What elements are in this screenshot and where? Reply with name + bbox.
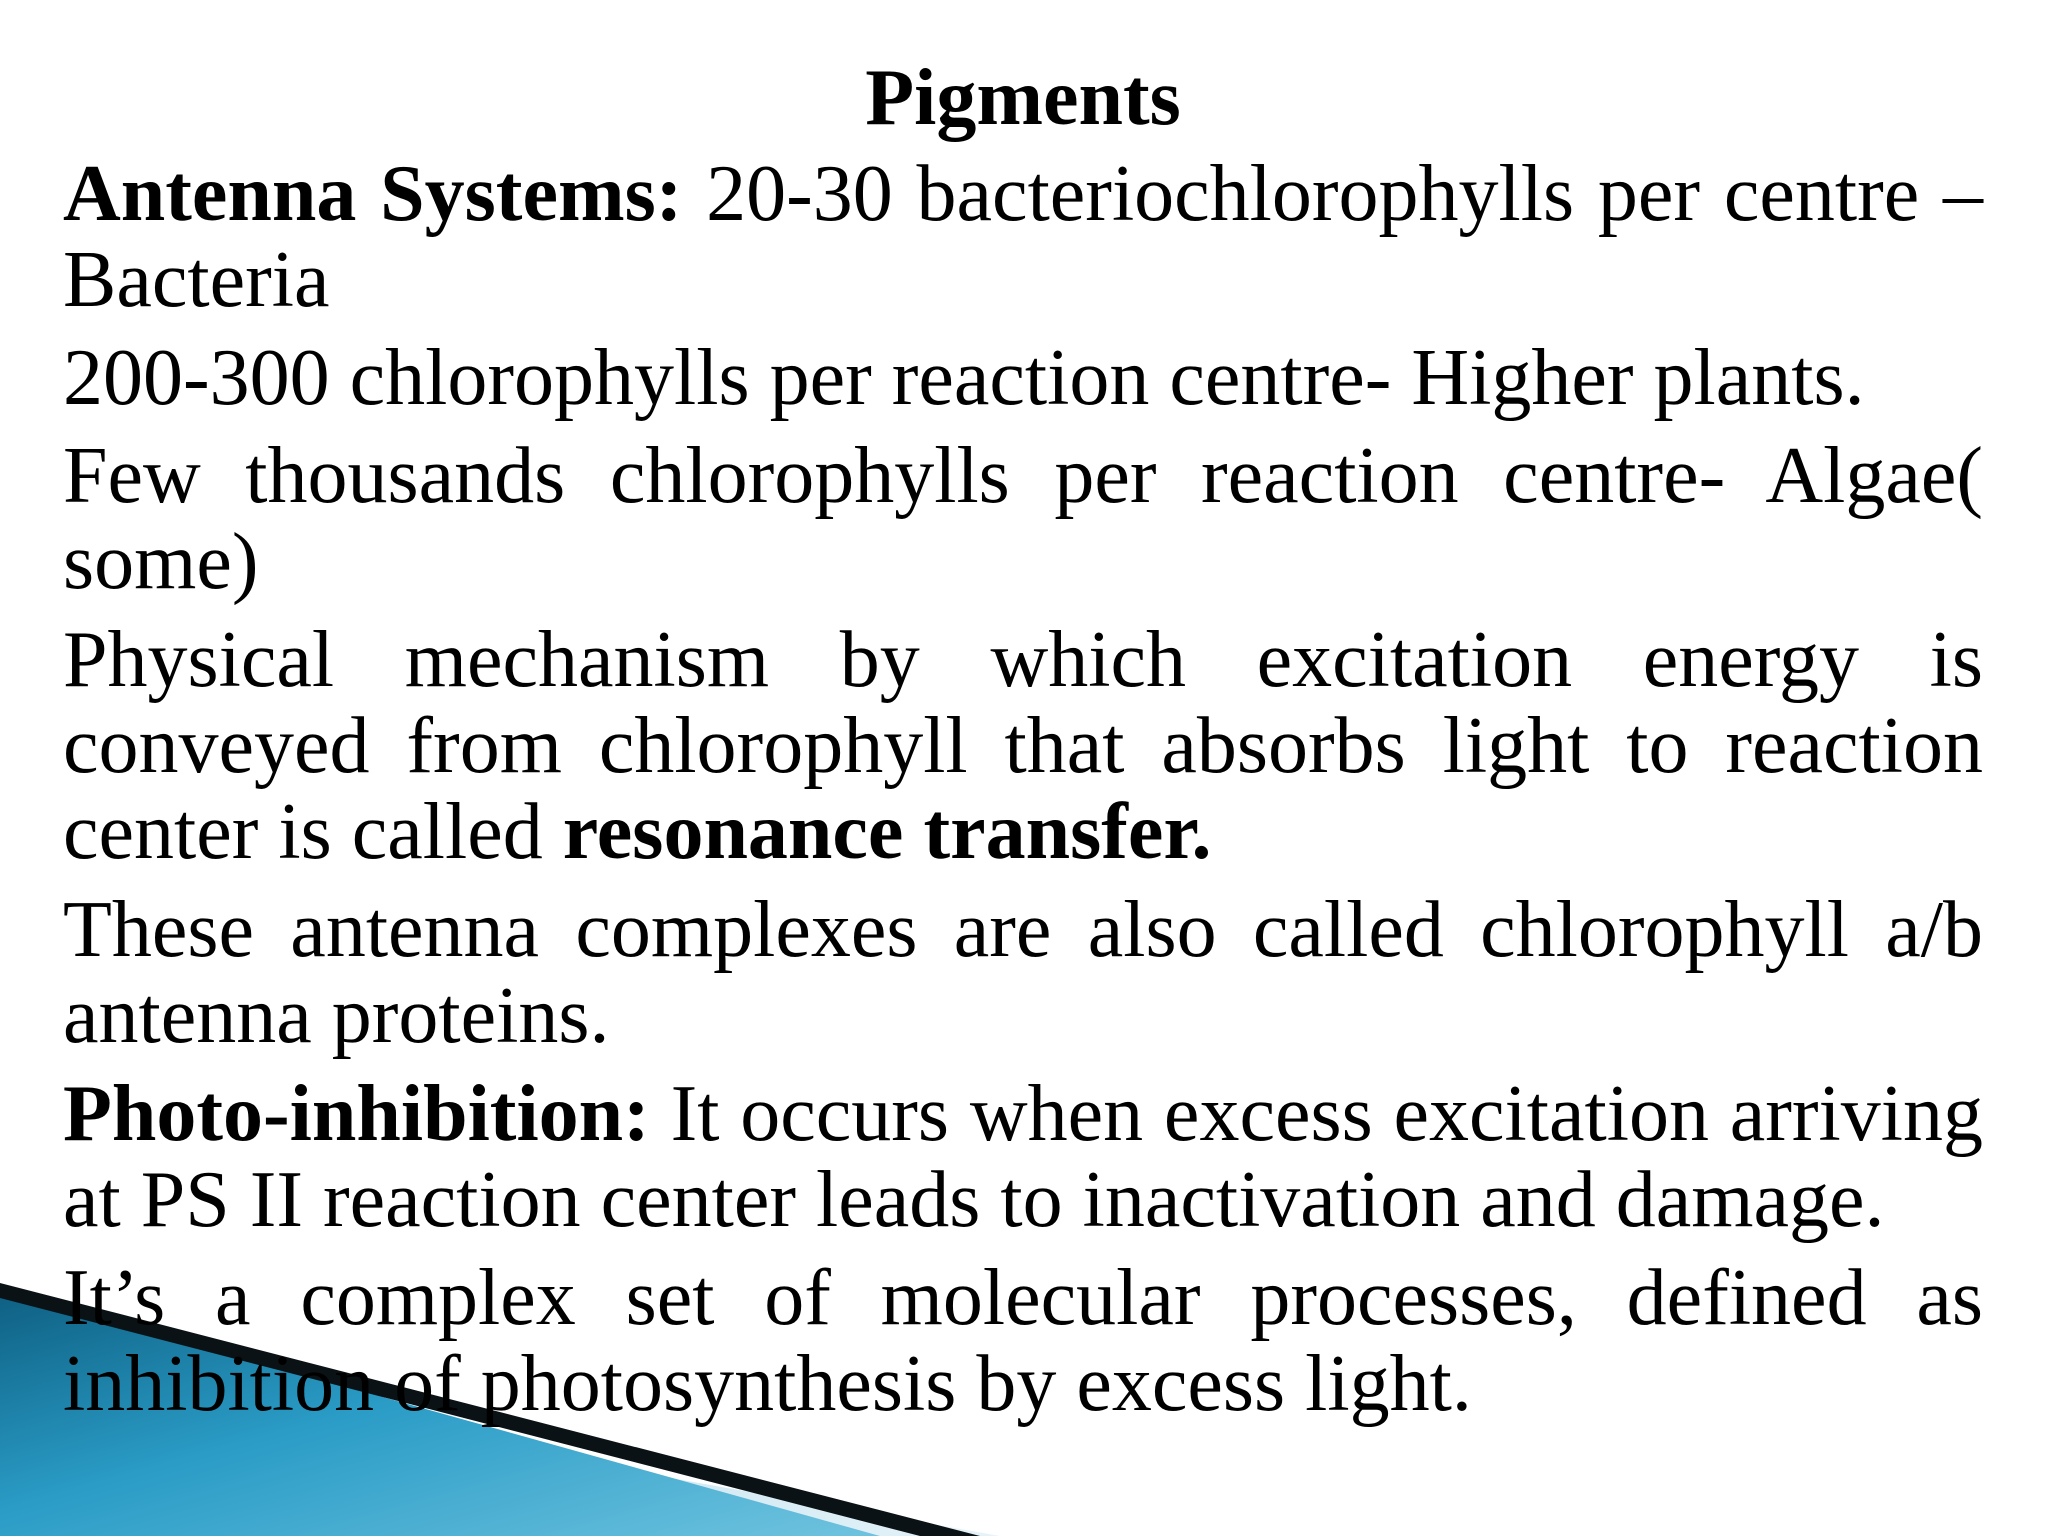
paragraph-molecular-processes: It’s a complex set of molecular processes, defined as inhibition of photosynthesis by excess light. [63,1254,1983,1428]
slide-title: Pigments [865,54,1181,142]
antenna-systems-text: 20-30 bacteriochlorophylls per centre – Bacteria [63,150,1983,324]
resonance-transfer-term: resonance transfer. [562,788,1212,876]
paragraph-antenna-proteins: These antenna complexes are also called chlorophyll a/b antenna proteins. [63,886,1983,1060]
paragraph-higher-plants: 200-300 chlorophylls per reaction centre- Higher plants. [63,334,1865,422]
photo-inhibition-label: Photo-inhibition: [63,1070,650,1158]
paragraph-resonance-transfer [63,617,1983,875]
paragraph-antenna-systems [63,151,1983,323]
photo-inhibition-text: It occurs when excess excitation arriving at PS II reaction center leads to inactivation and damage. [63,1070,1983,1244]
antenna-systems-label: Antenna Systems: [63,150,683,238]
resonance-transfer-text: Physical mechanism by which excitation energy is conveyed from chlorophyll that absorbs light to reaction center is called [63,616,1983,876]
slide-content [63,55,1983,1439]
paragraph-algae: Few thousands chlorophylls per reaction centre- Algae( some) [63,432,1983,606]
paragraph-photo-inhibition [63,1071,1983,1243]
